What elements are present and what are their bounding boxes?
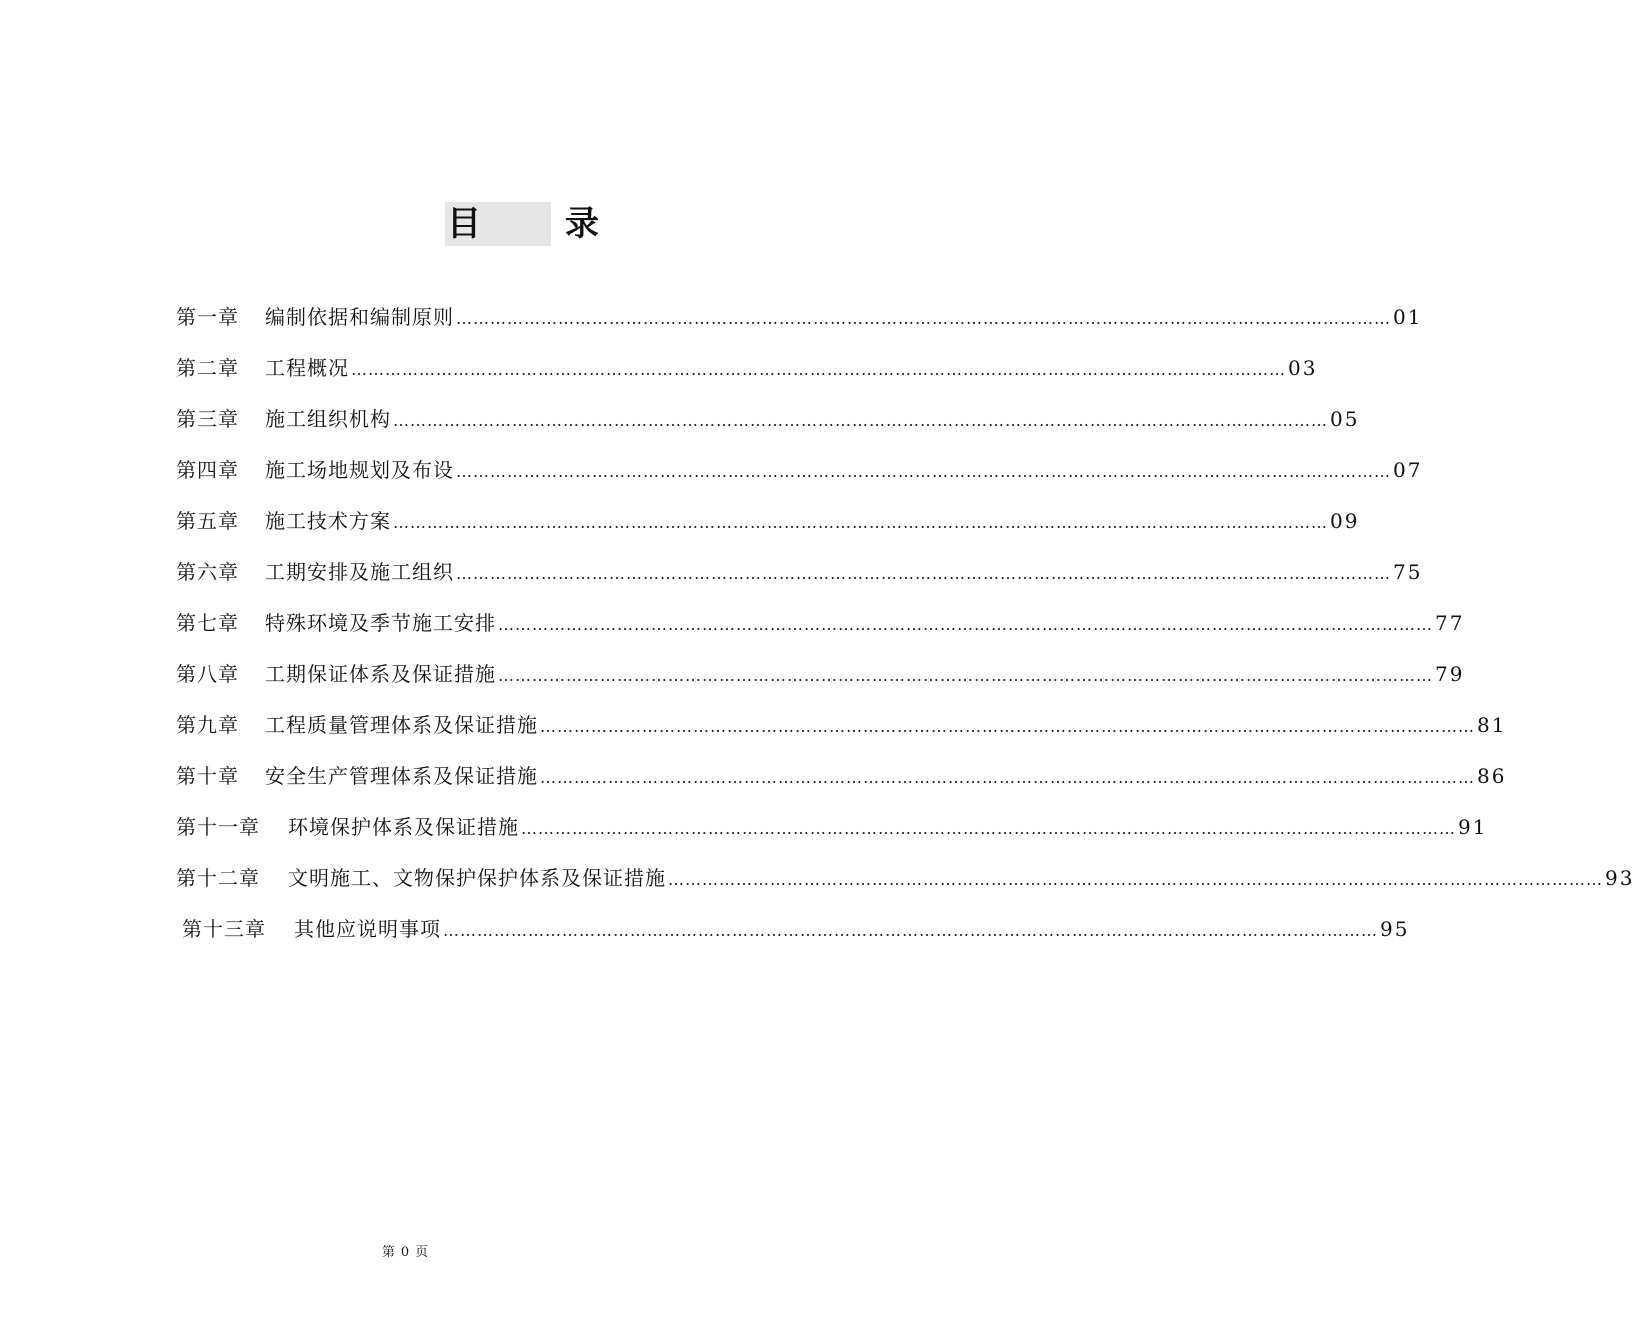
toc-entry-title: 文明施工、文物保护保护体系及保证措施 bbox=[288, 866, 666, 890]
toc-page-number: 09 bbox=[1330, 509, 1360, 533]
toc-entry-title: 安全生产管理体系及保证措施 bbox=[265, 764, 538, 788]
toc-title: 目 录 bbox=[447, 204, 635, 244]
toc-chapter-label: 第四章 bbox=[176, 458, 239, 482]
toc-dot-leader bbox=[456, 298, 1391, 340]
toc-dot-leader bbox=[540, 706, 1475, 748]
toc-entry-title: 工期保证体系及保证措施 bbox=[265, 662, 496, 686]
table-of-contents bbox=[176, 296, 1634, 959]
toc-page-number: 77 bbox=[1435, 611, 1465, 635]
toc-page-number: 81 bbox=[1477, 713, 1507, 737]
toc-dot-leader bbox=[351, 349, 1286, 391]
toc-entry-title: 其他应说明事项 bbox=[294, 917, 441, 941]
toc-entry[interactable] bbox=[182, 908, 1410, 959]
toc-entry-title: 工程质量管理体系及保证措施 bbox=[265, 713, 538, 737]
toc-entry[interactable] bbox=[176, 704, 1507, 755]
footer-prefix: 第 bbox=[381, 1245, 395, 1260]
toc-page-number: 86 bbox=[1477, 764, 1507, 788]
toc-dot-leader bbox=[443, 910, 1378, 952]
toc-dot-leader bbox=[540, 757, 1475, 799]
toc-dot-leader bbox=[521, 808, 1456, 850]
toc-page-number: 05 bbox=[1330, 407, 1360, 431]
toc-entry-title: 工程概况 bbox=[265, 356, 349, 380]
toc-entry[interactable] bbox=[176, 347, 1318, 398]
toc-entry[interactable] bbox=[176, 857, 1634, 908]
toc-dot-leader bbox=[498, 604, 1433, 646]
page-footer bbox=[0, 1241, 810, 1260]
toc-entry-title: 编制依据和编制原则 bbox=[265, 305, 454, 329]
toc-chapter-label: 第十章 bbox=[176, 764, 239, 788]
toc-chapter-label: 第九章 bbox=[176, 713, 239, 737]
toc-dot-leader bbox=[393, 400, 1328, 442]
toc-chapter-label: 第一章 bbox=[176, 305, 239, 329]
toc-chapter-label: 第二章 bbox=[176, 356, 239, 380]
toc-entry[interactable] bbox=[176, 551, 1423, 602]
toc-dot-leader bbox=[668, 859, 1603, 901]
toc-entry[interactable] bbox=[176, 806, 1488, 857]
toc-page-number: 07 bbox=[1393, 458, 1423, 482]
toc-entry-title: 特殊环境及季节施工安排 bbox=[265, 611, 496, 635]
toc-page-number: 95 bbox=[1380, 917, 1410, 941]
toc-dot-leader bbox=[498, 655, 1433, 697]
toc-chapter-label: 第七章 bbox=[176, 611, 239, 635]
toc-entry-title: 工期安排及施工组织 bbox=[265, 560, 454, 584]
toc-dot-leader bbox=[456, 553, 1391, 595]
toc-chapter-label: 第五章 bbox=[176, 509, 239, 533]
toc-dot-leader bbox=[393, 502, 1328, 544]
toc-entry-title: 环境保护体系及保证措施 bbox=[288, 815, 519, 839]
toc-chapter-label: 第十三章 bbox=[182, 917, 266, 941]
toc-entry[interactable] bbox=[176, 398, 1360, 449]
toc-chapter-label: 第三章 bbox=[176, 407, 239, 431]
toc-dot-leader bbox=[456, 451, 1391, 493]
toc-entry-title: 施工技术方案 bbox=[265, 509, 391, 533]
toc-entry-title: 施工组织机构 bbox=[265, 407, 391, 431]
toc-entry[interactable] bbox=[176, 602, 1465, 653]
footer-page-number: 0 bbox=[400, 1245, 410, 1260]
toc-entry-title: 施工场地规划及布设 bbox=[265, 458, 454, 482]
toc-entry[interactable] bbox=[176, 296, 1423, 347]
toc-entry[interactable] bbox=[176, 500, 1360, 551]
toc-entry[interactable] bbox=[176, 755, 1507, 806]
toc-page-number: 75 bbox=[1393, 560, 1423, 584]
toc-page-number: 93 bbox=[1605, 866, 1634, 890]
toc-page-number: 79 bbox=[1435, 662, 1465, 686]
footer-suffix: 页 bbox=[415, 1245, 429, 1260]
toc-entry[interactable] bbox=[176, 653, 1465, 704]
toc-chapter-label: 第八章 bbox=[176, 662, 239, 686]
toc-chapter-label: 第十一章 bbox=[176, 815, 260, 839]
toc-page-number: 91 bbox=[1458, 815, 1488, 839]
toc-page-number: 01 bbox=[1393, 305, 1423, 329]
toc-entry[interactable] bbox=[176, 449, 1423, 500]
toc-chapter-label: 第六章 bbox=[176, 560, 239, 584]
toc-page-number: 03 bbox=[1288, 356, 1318, 380]
toc-chapter-label: 第十二章 bbox=[176, 866, 260, 890]
